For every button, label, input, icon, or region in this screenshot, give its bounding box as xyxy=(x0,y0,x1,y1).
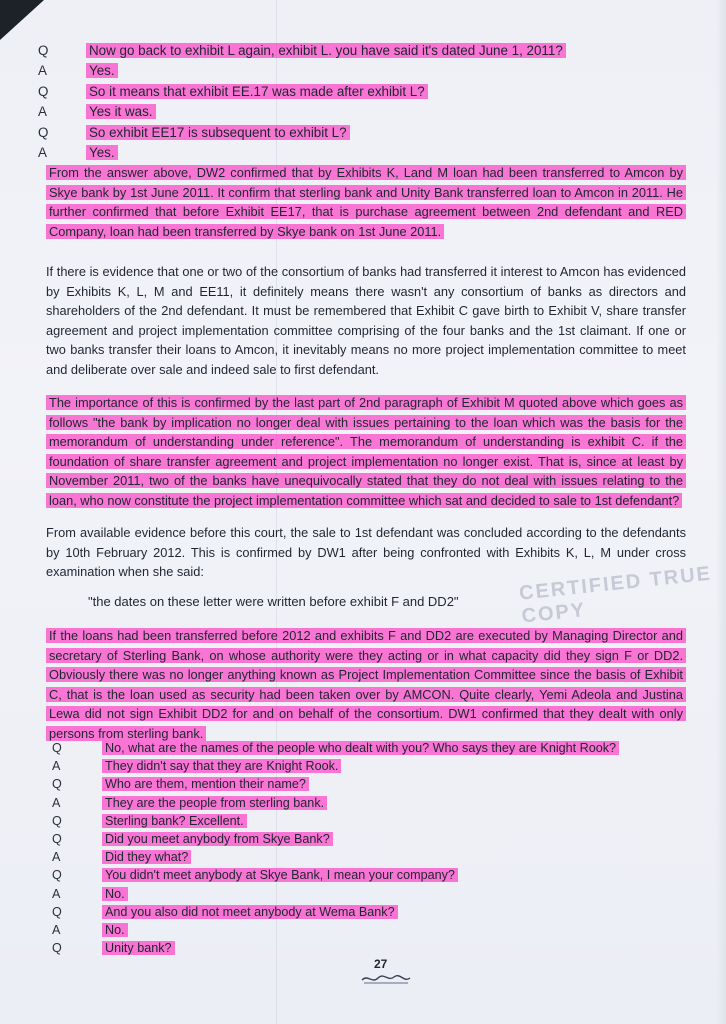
qa-row xyxy=(52,739,652,757)
paragraph-text: If there is evidence that one or two of the consortium of banks had transferred it interest to Amcon has evidenced by Exhibits K, L, M and EE11, it definitely means there wasn't any consortium of banks as directors and shareholders of the 2nd defendant. It must be remembered that Exhibit C gave birth to Exhibit V, share transfer agreement and project implementation committee comprising of the four banks and the 1st claimant. If one or two banks transfer their loans to Amcon, it inevitably means no more project implementation committee to meet and deliberate over sale and indeed sale to first defendant. xyxy=(46,264,686,377)
qa-row xyxy=(38,81,598,102)
paragraph-5 xyxy=(46,626,686,743)
qa-row xyxy=(52,775,652,793)
qa-text: They didn't say that they are Knight Rook. xyxy=(102,759,341,773)
qa-text: Yes it was. xyxy=(86,104,156,119)
certified-copy-stamp: CERTIFIED TRUE COPY xyxy=(518,562,713,628)
qa-label: Q xyxy=(52,941,62,956)
qa-row xyxy=(52,903,652,921)
qa-text: Did they what? xyxy=(102,850,191,864)
qa-text: They are the people from sterling bank. xyxy=(102,796,327,810)
qa-label: A xyxy=(52,795,61,810)
qa-row xyxy=(52,921,652,939)
qa-label: Q xyxy=(52,813,62,828)
qa-text: No, what are the names of the people who dealt with you? Who says they are Knight Rook? xyxy=(102,741,619,755)
qa-row xyxy=(52,794,652,812)
qa-label: A xyxy=(52,886,61,901)
qa-text: And you also did not meet anybody at Wema Bank? xyxy=(102,905,398,919)
qa-row xyxy=(38,143,598,164)
qa-label: A xyxy=(52,759,61,774)
qa-label: Q xyxy=(52,832,62,847)
qa-label: Q xyxy=(52,868,62,883)
qa-label: A xyxy=(38,145,47,161)
qa-label: A xyxy=(38,104,47,120)
qa-text: So it means that exhibit EE.17 was made after exhibit L? xyxy=(86,84,428,99)
qa-text: No. xyxy=(102,923,128,937)
page-number: 27 xyxy=(374,957,388,971)
paragraph-1 xyxy=(46,163,686,241)
qa-row xyxy=(52,830,652,848)
qa-label: A xyxy=(52,922,61,937)
qa-row xyxy=(38,40,598,61)
qa-label: A xyxy=(38,63,47,79)
qa-text: No. xyxy=(102,887,128,901)
qa-label: Q xyxy=(38,124,49,140)
qa-block-1 xyxy=(38,40,598,163)
block-quote: "the dates on these letter were written before exhibit F and DD2" xyxy=(88,594,459,609)
page-corner-shadow xyxy=(0,0,44,40)
paragraph-4 xyxy=(46,523,686,582)
qa-label: Q xyxy=(52,904,62,919)
paragraph-2 xyxy=(46,262,686,379)
qa-row xyxy=(52,848,652,866)
qa-text: Yes. xyxy=(86,63,118,78)
qa-label: Q xyxy=(38,42,49,58)
paragraph-text: From the answer above, DW2 confirmed that by Exhibits K, Land M loan had been transferred to Amcon by Skye bank by 1st June 2011. It confirm that sterling bank and Unity Bank transferred loan to Amcon in 2011. He further confirmed that before Exhibit EE17, that is purchase agreement between 2nd defendant and RED Company, loan had been transferred by Skye bank on 1st June 2011. xyxy=(46,165,686,239)
qa-text: Yes. xyxy=(86,145,118,160)
qa-label: Q xyxy=(52,777,62,792)
qa-text: Sterling bank? Excellent. xyxy=(102,814,247,828)
qa-text: Unity bank? xyxy=(102,941,175,955)
page-edge xyxy=(716,0,726,1024)
qa-label: Q xyxy=(52,741,62,756)
paragraph-3 xyxy=(46,393,686,510)
qa-text: Who are them, mention their name? xyxy=(102,777,309,791)
paragraph-text: From available evidence before this court, the sale to 1st defendant was concluded according to the defendants by 10th February 2012. This is confirmed by DW1 after being confronted with Exhibits K, L, M under cross examination when she said: xyxy=(46,525,686,579)
qa-text: Now go back to exhibit L again, exhibit L. you have said it's dated June 1, 2011? xyxy=(86,43,566,58)
qa-row xyxy=(38,122,598,143)
qa-label: Q xyxy=(38,83,49,99)
qa-block-2 xyxy=(52,739,652,957)
qa-row xyxy=(38,61,598,82)
paragraph-text: If the loans had been transferred before 2012 and exhibits F and DD2 are executed by Managing Director and secretary of Sterling Bank, on whose authority were they acting or in what capacity did they sign F or DD2. Obviously there was no longer anything known as Project Implementation Committee since the basis of Exhibit C, that is the loan used as security had been taken over by AMCON. Quite clearly, Yemi Adeola and Justina Lewa did not sign Exhibit DD2 for and on behalf of the consortium. DW1 confirmed that they dealt with only persons from sterling bank. xyxy=(46,628,686,741)
qa-text: You didn't meet anybody at Skye Bank, I mean your company? xyxy=(102,868,458,882)
qa-text: Did you meet anybody from Skye Bank? xyxy=(102,832,333,846)
qa-label: A xyxy=(52,850,61,865)
qa-text: So exhibit EE17 is subsequent to exhibit L? xyxy=(86,125,350,140)
qa-row xyxy=(52,812,652,830)
qa-row xyxy=(52,885,652,903)
qa-row xyxy=(52,757,652,775)
qa-row xyxy=(52,866,652,884)
qa-row xyxy=(52,939,652,957)
qa-row xyxy=(38,102,598,123)
paragraph-text: The importance of this is confirmed by the last part of 2nd paragraph of Exhibit M quoted above which goes as follows "the bank by implication no longer deal with issues pertaining to the loan which was the basis for the memorandum of understanding under reference". The memorandum of understanding is exhibit C. if the foundation of share transfer agreement and project implementation no longer exist. That is, since at least by November 2011, two of the banks have unequivocally stated that they do not deal with issues relating to the loan, who now constitute the project implementation committee which sat and decided to sale to 1st defendant? xyxy=(46,395,686,508)
initials-signature-icon xyxy=(360,972,412,986)
